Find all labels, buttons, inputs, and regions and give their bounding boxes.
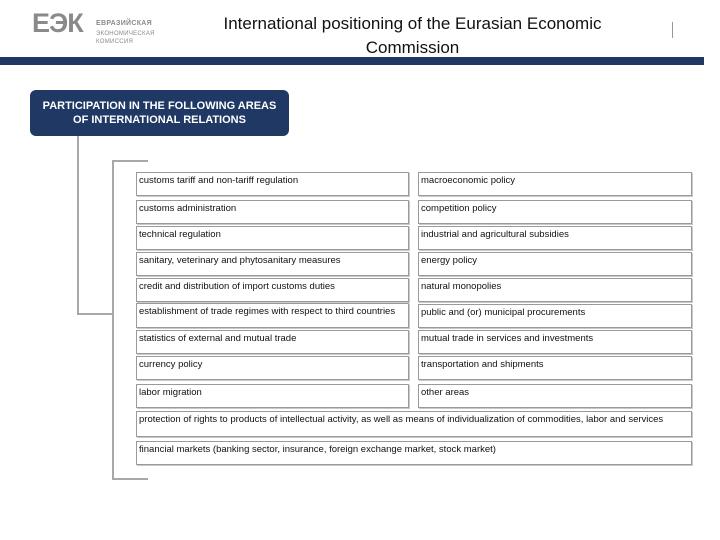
area-right-2: competition policy (418, 200, 692, 224)
slide-title: International positioning of the Eurasian Economic Commission (223, 14, 602, 57)
area-right-6: public and (or) municipal procurements (418, 304, 692, 328)
area-right-4: energy policy (418, 252, 692, 276)
area-right-5: natural monopolies (418, 278, 692, 302)
area-wide-2: financial markets (banking sector, insurance, foreign exchange market, stock market) (136, 441, 692, 465)
logo-text-line-3: КОМИССИЯ (96, 39, 134, 45)
header-rule (0, 57, 704, 65)
eec-logo (32, 8, 182, 52)
area-right-3: industrial and agricultural subsidies (418, 226, 692, 250)
connector-root-join (77, 313, 113, 315)
logo-mark: ЕЭК (32, 8, 83, 38)
area-right-8: transportation and shipments (418, 356, 692, 380)
area-left-7: statistics of external and mutual trade (136, 330, 409, 354)
area-left-6: establishment of trade regimes with respect to third countries (136, 303, 409, 328)
connector-bracket-top (112, 160, 148, 162)
area-left-8: currency policy (136, 356, 409, 380)
connector-bracket-vertical (112, 160, 114, 480)
area-right-7: mutual trade in services and investments (418, 330, 692, 354)
connector-root-down (77, 136, 79, 314)
slide-header (0, 0, 720, 70)
connector-bracket-bottom (112, 478, 148, 480)
area-left-3: technical regulation (136, 226, 409, 250)
header-divider-tick (672, 22, 673, 38)
logo-text-line-2: ЭКОНОМИЧЕСКАЯ (96, 31, 155, 37)
area-right-9: other areas (418, 384, 692, 408)
area-right-1: macroeconomic policy (418, 172, 692, 196)
logo-text-line-1: ЕВРАЗИЙСКАЯ (96, 20, 152, 27)
area-left-9: labor migration (136, 384, 409, 408)
area-left-2: customs administration (136, 200, 409, 224)
diagram-root-box: PARTICIPATION IN THE FOLLOWING AREAS OF INTERNATIONAL RELATIONS (30, 90, 289, 136)
area-left-5: credit and distribution of import customs duties (136, 278, 409, 302)
area-wide-1: protection of rights to products of intellectual activity, as well as means of individualization of commodities, labor and services (136, 411, 692, 437)
area-left-1: customs tariff and non-tariff regulation (136, 172, 409, 196)
area-left-4: sanitary, veterinary and phytosanitary measures (136, 252, 409, 276)
